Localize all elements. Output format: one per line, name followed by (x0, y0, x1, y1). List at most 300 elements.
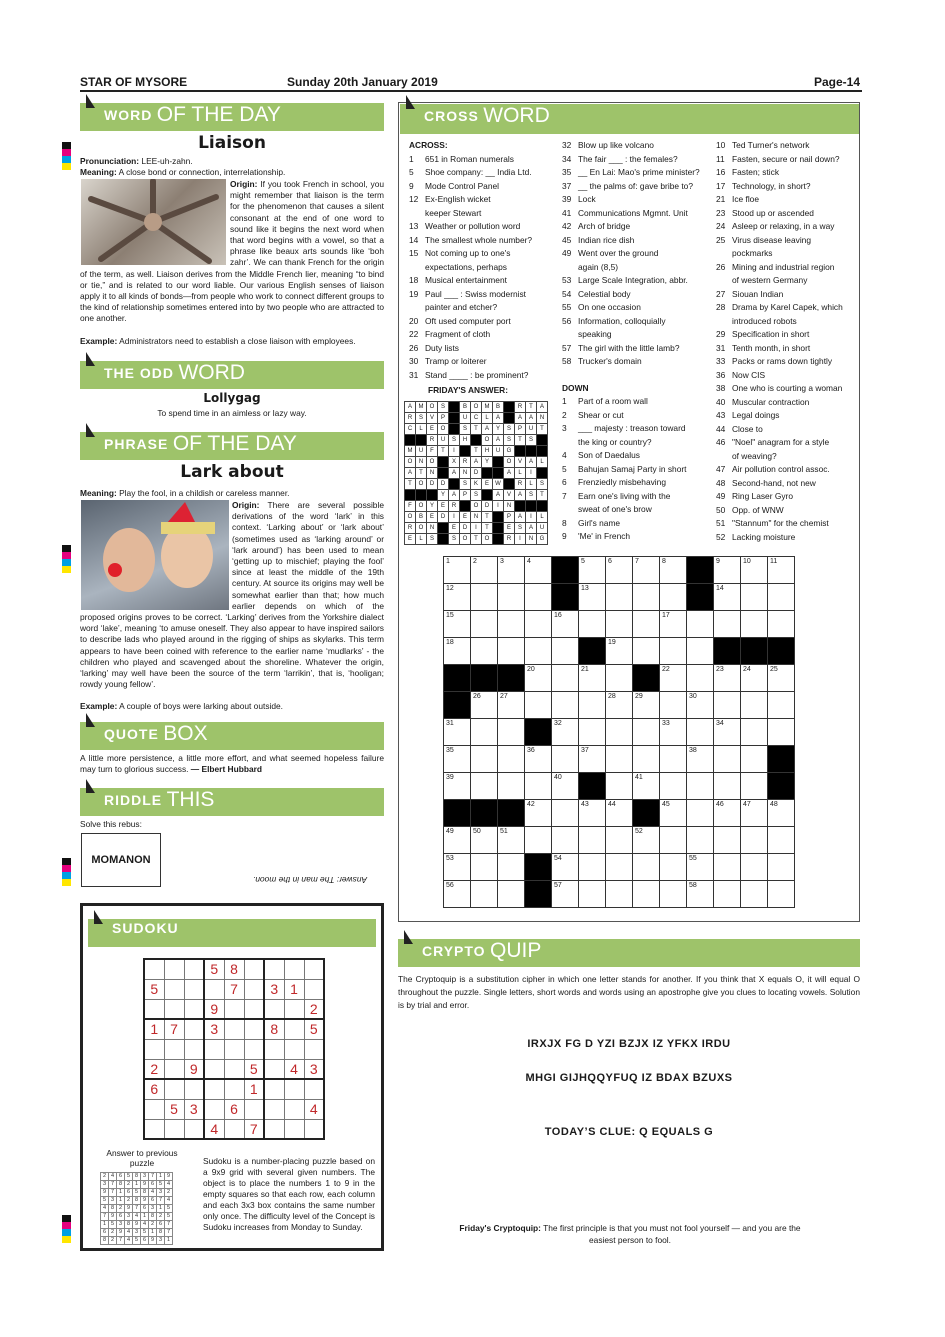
word-example: Example: Administrators need to establish a close liaison with employees. (80, 336, 356, 346)
sudoku-cell[interactable] (304, 959, 324, 979)
grid-cell (606, 584, 633, 611)
grid-cell: T (405, 479, 416, 490)
sudoku-cell[interactable] (184, 1119, 204, 1139)
sudoku-cell[interactable] (264, 1079, 284, 1099)
clue-item: 44 Close to (716, 423, 763, 434)
grid-cell: S (471, 490, 482, 501)
clue-item: expectations, perhaps (425, 261, 507, 272)
sudoku-cell[interactable]: 4 (284, 1059, 304, 1079)
sudoku-cell[interactable] (184, 1019, 204, 1039)
grid-cell: I (526, 512, 537, 523)
clue-item: keeper Stewart (425, 207, 482, 218)
sudoku-cell[interactable]: 3 (184, 1099, 204, 1119)
grid-cell: 25 (768, 665, 795, 692)
grid-cell: 22 (660, 665, 687, 692)
grid-cell: T (482, 512, 493, 523)
sudoku-cell[interactable] (164, 999, 184, 1019)
grid-cell: 8 (133, 1197, 141, 1205)
sudoku-cell[interactable] (224, 1079, 244, 1099)
cryptoquip-line-1: IRXJX FG D YZI BZJX IZ YFKX IRDU (527, 1038, 731, 1050)
solution-row (101, 1221, 173, 1229)
grid-cell: E (438, 501, 449, 512)
crossword-row (444, 827, 795, 854)
grid-cell: 1 (141, 1213, 149, 1221)
clue-item: 20 Oft used computer port (409, 315, 511, 326)
clue-item: 49 Ring Laser Gyro (716, 491, 793, 501)
grid-cell: 4 (133, 1213, 141, 1221)
grid-cell: I (515, 534, 526, 545)
grid-cell: O (427, 402, 438, 413)
cryptoquip-clue: TODAY’S CLUE: Q EQUALS G (544, 1126, 714, 1138)
sudoku-cell[interactable]: 9 (204, 999, 224, 1019)
grid-cell: E (427, 424, 438, 435)
grid-cell: M (482, 402, 493, 413)
grid-cell: A (405, 468, 416, 479)
grid-cell (687, 665, 714, 692)
grid-cell: B (460, 402, 471, 413)
sudoku-cell[interactable] (144, 1039, 164, 1059)
sudoku-cell[interactable] (144, 1099, 164, 1119)
clue-item: 32 Blow up like volcano (562, 140, 654, 150)
phrase-band: PHRASE OF THE DAY (80, 432, 384, 460)
grid-cell: 3 (125, 1213, 133, 1221)
grid-cell: 1 (117, 1197, 125, 1205)
clue-item: 56 Information, colloquially (562, 315, 666, 326)
crossword-row (444, 881, 795, 908)
grid-cell: 5 (125, 1173, 133, 1181)
sudoku-cell[interactable] (244, 959, 264, 979)
clue-item: 43 Legal doings (716, 410, 780, 420)
grid-cell: H (482, 446, 493, 457)
grid-cell: 2 (109, 1237, 117, 1245)
grid-cell (741, 746, 768, 773)
grid-cell: E (405, 534, 416, 545)
sudoku-cell[interactable]: 3 (264, 979, 284, 999)
sudoku-cell[interactable]: 5 (164, 1099, 184, 1119)
grid-cell: S (438, 402, 449, 413)
grid-cell: 3 (109, 1197, 117, 1205)
sudoku-cell[interactable] (184, 1039, 204, 1059)
grid-cell (526, 501, 537, 512)
grid-cell (633, 638, 660, 665)
sudoku-cell[interactable]: 9 (184, 1059, 204, 1079)
grid-cell (633, 665, 660, 692)
crossword-row (444, 800, 795, 827)
grid-cell: R (405, 413, 416, 424)
grid-cell: S (504, 424, 515, 435)
grid-cell (427, 490, 438, 501)
grid-cell (741, 584, 768, 611)
sudoku-cell[interactable] (264, 1059, 284, 1079)
sudoku-cell[interactable] (264, 1039, 284, 1059)
grid-cell (741, 611, 768, 638)
sudoku-cell[interactable] (284, 1039, 304, 1059)
grid-cell: 8 (133, 1173, 141, 1181)
grid-cell: 4 (125, 1229, 133, 1237)
grid-cell (460, 501, 471, 512)
clue-item: 57 The girl with the little lamb? (562, 342, 680, 353)
grid-cell: 6 (149, 1181, 157, 1189)
issue-date: Sunday 20th January 2019 (287, 75, 438, 89)
sudoku-row (144, 1019, 324, 1039)
grid-cell: 56 (444, 881, 471, 908)
rebus-box: MOMANON (81, 833, 161, 887)
grid-cell: R (427, 435, 438, 446)
cryptoquip-band: CRYPTO QUIP (398, 939, 860, 967)
sudoku-cell[interactable] (244, 1099, 264, 1119)
solution-row (101, 1237, 173, 1245)
grid-cell: 37 (579, 746, 606, 773)
grid-cell: Y (427, 501, 438, 512)
grid-cell: 6 (125, 1189, 133, 1197)
crossword-row (444, 584, 795, 611)
grid-cell: 2 (165, 1189, 173, 1197)
grid-cell: 1 (133, 1181, 141, 1189)
grid-cell (579, 827, 606, 854)
sudoku-cell[interactable] (284, 999, 304, 1019)
grid-cell: S (416, 413, 427, 424)
sudoku-cell[interactable] (304, 1119, 324, 1139)
sudoku-cell[interactable]: 1 (144, 1019, 164, 1039)
sudoku-cell[interactable] (164, 1059, 184, 1079)
grid-cell: E (427, 512, 438, 523)
grid-cell (579, 719, 606, 746)
grid-cell: F (427, 446, 438, 457)
sudoku-cell[interactable] (284, 1099, 304, 1119)
grid-cell: O (482, 435, 493, 446)
grid-cell (660, 827, 687, 854)
word-title: Liaison (198, 133, 266, 153)
grid-cell (714, 854, 741, 881)
sudoku-cell[interactable]: 5 (144, 979, 164, 999)
page-number: Page-14 (814, 75, 861, 89)
sudoku-cell[interactable]: 3 (204, 1019, 224, 1039)
sudoku-cell[interactable]: 7 (164, 1019, 184, 1039)
sudoku-cell[interactable]: 8 (224, 959, 244, 979)
sudoku-cell[interactable]: 8 (264, 1019, 284, 1039)
grid-cell: A (515, 512, 526, 523)
grid-cell: T (537, 490, 548, 501)
grid-cell: N (460, 468, 471, 479)
grid-cell (471, 746, 498, 773)
grid-cell (633, 746, 660, 773)
sudoku-cell[interactable] (144, 959, 164, 979)
grid-cell (714, 611, 741, 638)
grid-cell: 26 (471, 692, 498, 719)
grid-cell: 2 (109, 1229, 117, 1237)
grid-cell: 1 (117, 1189, 125, 1197)
sudoku-cell[interactable] (184, 979, 204, 999)
grid-cell (405, 435, 416, 446)
sudoku-cell[interactable] (224, 1039, 244, 1059)
sudoku-cell[interactable] (224, 1119, 244, 1139)
grid-cell (552, 665, 579, 692)
grid-cell (525, 719, 552, 746)
sudoku-cell[interactable] (284, 1019, 304, 1039)
grid-cell: T (537, 424, 548, 435)
clue-item: again (8,5) (578, 261, 619, 272)
sudoku-cell[interactable] (264, 959, 284, 979)
grid-cell (498, 611, 525, 638)
clue-item: introduced robots (732, 315, 797, 326)
grid-cell: 6 (141, 1237, 149, 1245)
grid-cell (768, 746, 795, 773)
sudoku-cell[interactable] (204, 1079, 224, 1099)
grid-cell (471, 584, 498, 611)
clue-item: 7 Earn one's living with the (562, 490, 671, 501)
sudoku-cell[interactable] (284, 1079, 304, 1099)
grid-cell: 13 (579, 584, 606, 611)
sudoku-cell[interactable] (284, 1119, 304, 1139)
grid-cell (768, 827, 795, 854)
paper-name: STAR OF MYSORE (80, 75, 188, 89)
grid-cell: E (460, 512, 471, 523)
grid-cell: 53 (444, 854, 471, 881)
grid-cell: O (405, 457, 416, 468)
sudoku-cell[interactable] (264, 1099, 284, 1119)
grid-cell (438, 523, 449, 534)
grid-cell: L (537, 457, 548, 468)
grid-cell (498, 773, 525, 800)
grid-cell: I (526, 468, 537, 479)
grid-cell: 9 (141, 1197, 149, 1205)
clue-item: 42 Arch of bridge (562, 221, 631, 231)
sudoku-cell[interactable] (204, 1039, 224, 1059)
grid-cell (515, 446, 526, 457)
sudoku-cell[interactable] (224, 999, 244, 1019)
grid-cell: 7 (149, 1173, 157, 1181)
sudoku-cell[interactable]: 2 (144, 1059, 164, 1079)
grid-cell: T (438, 446, 449, 457)
crossword-row (444, 611, 795, 638)
grid-cell: 4 (525, 557, 552, 584)
grid-cell: I (449, 512, 460, 523)
grid-cell: A (493, 490, 504, 501)
sudoku-cell[interactable]: 5 (304, 1019, 324, 1039)
clue-item: 30 Tramp or loiterer (409, 356, 487, 366)
clue-item: 39 Lock (562, 194, 596, 204)
grid-cell: C (471, 413, 482, 424)
grid-cell: A (482, 424, 493, 435)
grid-cell (768, 881, 795, 908)
sudoku-cell[interactable]: 7 (244, 1119, 264, 1139)
sudoku-cell[interactable]: 7 (224, 979, 244, 999)
grid-cell: S (504, 435, 515, 446)
grid-cell: R (515, 479, 526, 490)
sudoku-cell[interactable] (244, 1019, 264, 1039)
sudoku-cell[interactable] (264, 999, 284, 1019)
sudoku-cell[interactable] (164, 979, 184, 999)
grid-cell (471, 435, 482, 446)
sudoku-cell[interactable] (204, 979, 224, 999)
grid-cell: 55 (687, 854, 714, 881)
grid-cell (552, 692, 579, 719)
grid-cell: 54 (552, 854, 579, 881)
sudoku-cell[interactable] (244, 1039, 264, 1059)
sudoku-cell[interactable]: 3 (304, 1059, 324, 1079)
grid-cell: N (526, 534, 537, 545)
grid-cell: O (416, 479, 427, 490)
sudoku-row (144, 999, 324, 1019)
friday-row (405, 512, 548, 523)
grid-cell (714, 827, 741, 854)
clue-item: 14 The smallest whole number? (409, 234, 533, 245)
clue-item: 46 "Noel" anagram for a style (716, 437, 830, 447)
clue-item: the king or country? (578, 436, 652, 447)
grid-cell: E (504, 523, 515, 534)
sudoku-cell[interactable]: 1 (284, 979, 304, 999)
grid-cell: R (504, 534, 515, 545)
grid-cell (687, 557, 714, 584)
grid-cell: T (471, 446, 482, 457)
grid-cell: A (405, 402, 416, 413)
sudoku-cell[interactable] (204, 1059, 224, 1079)
sudoku-cell[interactable] (184, 959, 204, 979)
grid-cell: 51 (498, 827, 525, 854)
sudoku-cell[interactable] (224, 1059, 244, 1079)
grid-cell: O (416, 501, 427, 512)
sudoku-cell[interactable] (284, 959, 304, 979)
grid-cell: K (471, 479, 482, 490)
grid-cell (768, 611, 795, 638)
grid-cell (606, 665, 633, 692)
grid-cell: 3 (133, 1229, 141, 1237)
friday-row (405, 457, 548, 468)
grid-cell: D (438, 512, 449, 523)
grid-cell: 10 (741, 557, 768, 584)
sudoku-cell[interactable] (144, 1119, 164, 1139)
sudoku-cell[interactable]: 2 (304, 999, 324, 1019)
grid-cell (525, 584, 552, 611)
grid-cell: 9 (141, 1181, 149, 1189)
friday-answer-grid (404, 401, 548, 545)
grid-cell: A (526, 457, 537, 468)
clue-item: 5 Shoe company: __ India Ltd. (409, 167, 532, 177)
grid-cell: 7 (165, 1221, 173, 1229)
sudoku-cell[interactable] (204, 1099, 224, 1119)
grid-cell: U (493, 446, 504, 457)
grid-cell (498, 881, 525, 908)
grid-cell (537, 468, 548, 479)
friday-row (405, 468, 548, 479)
clue-item: 19 Paul ___ : Swiss modernist (409, 288, 527, 299)
clue-item: 21 Ice floe (716, 194, 760, 204)
grid-cell (471, 800, 498, 827)
grid-cell: 3 (149, 1205, 157, 1213)
grid-cell: 8 (660, 557, 687, 584)
solution-row (101, 1181, 173, 1189)
sudoku-cell[interactable]: 1 (244, 1079, 264, 1099)
grid-cell: L (526, 479, 537, 490)
grid-cell: 45 (660, 800, 687, 827)
grid-cell: T (471, 424, 482, 435)
grid-cell (498, 719, 525, 746)
grid-cell (482, 468, 493, 479)
sudoku-cell[interactable]: 6 (224, 1099, 244, 1119)
grid-cell: 47 (741, 800, 768, 827)
grid-cell: W (493, 479, 504, 490)
grid-cell (660, 773, 687, 800)
grid-cell: I (493, 501, 504, 512)
sudoku-cell[interactable] (164, 1119, 184, 1139)
sudoku-cell[interactable]: 4 (304, 1099, 324, 1119)
grid-cell: 5 (157, 1181, 165, 1189)
grid-cell (525, 881, 552, 908)
sudoku-band: SUDOKU (88, 919, 376, 947)
grid-cell (633, 611, 660, 638)
down-clues-1 (562, 395, 686, 544)
grid-cell: 2 (125, 1181, 133, 1189)
grid-cell (660, 638, 687, 665)
sudoku-cell[interactable] (304, 1039, 324, 1059)
grid-cell (526, 446, 537, 457)
sudoku-cell[interactable] (264, 1119, 284, 1139)
sudoku-cell[interactable] (304, 979, 324, 999)
grid-cell: U (537, 523, 548, 534)
grid-cell: 34 (714, 719, 741, 746)
sudoku-cell[interactable] (224, 1019, 244, 1039)
grid-cell (687, 584, 714, 611)
grid-cell (633, 854, 660, 881)
sudoku-cell[interactable] (164, 1079, 184, 1099)
grid-cell: P (460, 490, 471, 501)
grid-cell (537, 435, 548, 446)
grid-cell: 46 (714, 800, 741, 827)
clue-item: 1 651 in Roman numerals (409, 153, 514, 164)
sudoku-cell[interactable] (144, 999, 164, 1019)
grid-cell (741, 638, 768, 665)
grid-cell (741, 881, 768, 908)
grid-cell (768, 719, 795, 746)
sudoku-cell[interactable] (184, 999, 204, 1019)
sudoku-cell[interactable]: 6 (144, 1079, 164, 1099)
grid-cell: O (438, 424, 449, 435)
grid-cell (606, 881, 633, 908)
crossword-row (444, 746, 795, 773)
sudoku-cell[interactable]: 4 (204, 1119, 224, 1139)
sudoku-cell[interactable] (304, 1079, 324, 1099)
sudoku-cell[interactable]: 5 (204, 959, 224, 979)
clue-item: 50 Opp. of WNW (716, 504, 784, 515)
grid-cell: L (515, 468, 526, 479)
grid-cell: 42 (525, 800, 552, 827)
clue-item: 3 ___ majesty : treason toward (562, 423, 686, 433)
sudoku-row (144, 959, 324, 979)
grid-cell: T (471, 534, 482, 545)
sudoku-cell[interactable] (164, 959, 184, 979)
friday-row (405, 523, 548, 534)
grid-cell (498, 854, 525, 881)
grid-cell (493, 468, 504, 479)
grid-cell (633, 881, 660, 908)
across-clues-2 (562, 139, 700, 369)
grid-cell: E (449, 523, 460, 534)
grid-cell: 29 (633, 692, 660, 719)
sudoku-cell[interactable] (244, 979, 264, 999)
clue-item: 8 Girl's name (562, 517, 621, 528)
grid-cell (552, 557, 579, 584)
sudoku-cell[interactable] (184, 1079, 204, 1099)
sudoku-cell[interactable] (164, 1039, 184, 1059)
sudoku-cell[interactable] (244, 999, 264, 1019)
grid-cell: 8 (125, 1221, 133, 1229)
grid-cell: 1 (149, 1229, 157, 1237)
clue-item: 52 Lacking moisture (716, 531, 796, 542)
sudoku-cell[interactable]: 5 (244, 1059, 264, 1079)
grid-cell: S (427, 534, 438, 545)
clue-item: 5 Bahujan Samaj Party in short (562, 463, 687, 474)
grid-cell: 9 (117, 1229, 125, 1237)
